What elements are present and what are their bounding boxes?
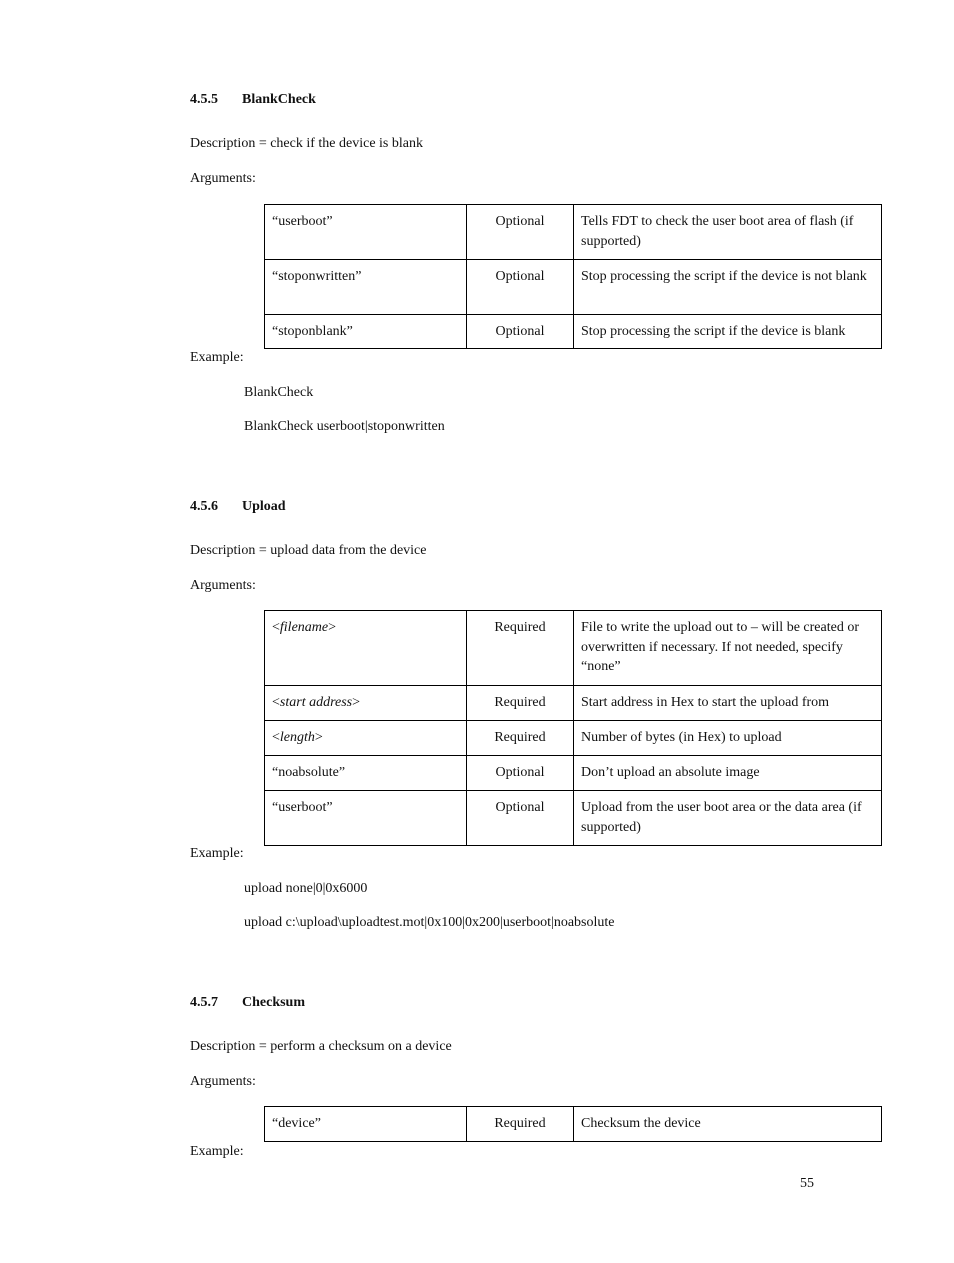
section-number: 4.5.6 [190, 499, 218, 514]
example-code: upload none|0|0x6000 [244, 881, 368, 896]
description-text: Description = check if the device is blank [190, 136, 423, 151]
table-row [265, 721, 882, 756]
example-label: Example: [190, 846, 244, 861]
table-row [265, 686, 882, 721]
section-heading-checksum [190, 995, 305, 1011]
argument-name: “device” [265, 1107, 467, 1142]
section-number: 4.5.7 [190, 995, 218, 1010]
arguments-table [264, 204, 882, 349]
argument-description: File to write the upload out to – will be created or overwritten if necessary. If not needed, specify “none” [574, 611, 882, 686]
example-code: BlankCheck [244, 385, 314, 400]
section-number: 4.5.5 [190, 92, 218, 107]
argument-status: Optional [467, 260, 574, 315]
section-title: Checksum [242, 995, 306, 1010]
page-number: 55 [800, 1176, 814, 1191]
arguments-label: Arguments: [190, 1074, 256, 1089]
argument-status: Optional [467, 205, 574, 260]
argument-name: “noabsolute” [265, 756, 467, 791]
section-title: Upload [242, 499, 286, 514]
section-heading-blankcheck [190, 92, 316, 108]
argument-status: Required [467, 611, 574, 686]
argument-description: Don’t upload an absolute image [574, 756, 882, 791]
arguments-table [264, 1106, 882, 1142]
argument-status: Optional [467, 315, 574, 349]
argument-status: Required [467, 1107, 574, 1142]
argument-name: <filename> [265, 611, 467, 686]
description-text: Description = perform a checksum on a device [190, 1039, 452, 1054]
argument-description: Stop processing the script if the device is not blank [574, 260, 882, 315]
example-label: Example: [190, 1144, 244, 1159]
argument-description: Upload from the user boot area or the data area (if supported) [574, 791, 882, 846]
example-code: upload c:\upload\uploadtest.mot|0x100|0x200|userboot|noabsolute [244, 915, 615, 930]
argument-status: Required [467, 721, 574, 756]
argument-name: <start address> [265, 686, 467, 721]
argument-description: Number of bytes (in Hex) to upload [574, 721, 882, 756]
table-row [265, 611, 882, 686]
arguments-table [264, 610, 882, 846]
arguments-label: Arguments: [190, 171, 256, 186]
argument-status: Optional [467, 791, 574, 846]
argument-description: Checksum the device [574, 1107, 882, 1142]
table-row [265, 756, 882, 791]
argument-name: “stoponwritten” [265, 260, 467, 315]
argument-description: Start address in Hex to start the upload from [574, 686, 882, 721]
argument-description: Stop processing the script if the device is blank [574, 315, 882, 349]
section-title: BlankCheck [242, 92, 316, 107]
example-code: BlankCheck userboot|stoponwritten [244, 419, 445, 434]
section-heading-upload [190, 499, 286, 515]
table-row [265, 205, 882, 260]
argument-name: “userboot” [265, 791, 467, 846]
arguments-label: Arguments: [190, 578, 256, 593]
table-row [265, 315, 882, 349]
argument-name: <length> [265, 721, 467, 756]
table-row [265, 260, 882, 315]
example-label: Example: [190, 350, 244, 365]
table-row [265, 791, 882, 846]
argument-status: Required [467, 686, 574, 721]
description-text: Description = upload data from the device [190, 543, 427, 558]
argument-name: “stoponblank” [265, 315, 467, 349]
argument-name: “userboot” [265, 205, 467, 260]
argument-status: Optional [467, 756, 574, 791]
argument-description: Tells FDT to check the user boot area of flash (if supported) [574, 205, 882, 260]
table-row [265, 1107, 882, 1142]
